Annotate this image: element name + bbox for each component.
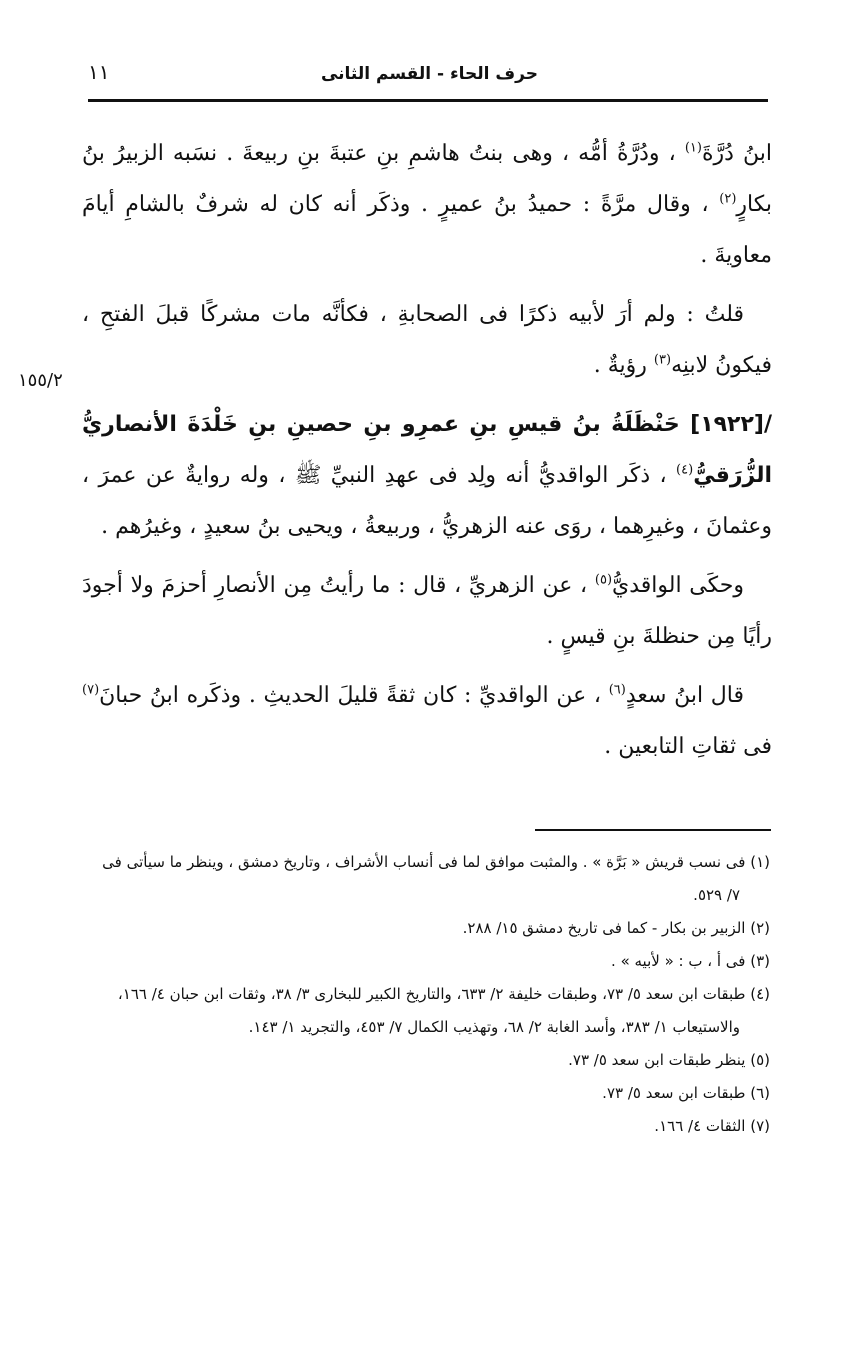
- paragraph-text: قلتُ : ولم أرَ لأبيه ذكرًا فى الصحابةِ ، فكأنَّه مات مشركًا قبلَ الفتحِ ، فيكونُ لابنِه: [82, 302, 772, 378]
- paragraph-text: ، ودُرَّةُ أمُّه ، وهى بنتُ هاشمِ بنِ عتبةَ بنِ ربيعةَ . نسَبه الزبيرُ بنُ بكارٍ: [82, 141, 773, 217]
- paragraph-4: [82, 560, 772, 662]
- footnote-4: (٤) طبقات ابن سعد ٥/ ٧٣، وطبقات خليفة ٢/ ٦٣٣، والتاريخ الكبير للبخارى ٣/ ٣٨، وثقات ابن حبان ٤/ ١٦٦، والاستيعاب ١/ ٣٨٣، وأسد الغابة ٢/ ٦٨، وتهذيب الكمال ٧/ ٤٥٣، والتجريد ١/ ١٤٣.: [117, 985, 770, 1036]
- footnote-separator: [535, 829, 771, 831]
- footnote-6: (٦) طبقات ابن سعد ٥/ ٧٣.: [602, 1084, 770, 1102]
- paragraph-5: [82, 670, 772, 772]
- paragraph-text: ، عن الزهريِّ ، قال : ما رأيتُ مِن الأنصارِ أحزمَ ولا أجودَ رأيًا مِن حنظلةَ بنِ قيسٍ .: [82, 573, 772, 649]
- footnote-marker: (٧): [82, 682, 100, 698]
- paragraph-1: [82, 128, 772, 281]
- footnote-7: (٧) الثقات ٤/ ١٦٦.: [654, 1117, 770, 1135]
- paragraph-text: ، وقال مرَّةً : حميدُ بنُ عميرٍ . وذكَر أنه كان له شرفٌ بالشامِ أيامَ معاويةَ .: [82, 192, 772, 268]
- footnote-2: (٢) الزبير بن بكار - كما فى تاريخ دمشق ١٥/ ٢٨٨.: [462, 919, 770, 937]
- entry-title: /[١٩٢٢] حَنْظَلَةُ بنُ قيسِ بنِ عمرِو بنِ حصينِ بنِ خَلْدَةَ الأنصاريُّ الزُّرَقيُّ: [82, 412, 773, 488]
- paragraph-text: ، ذكَر الواقديُّ أنه ولِد فى عهدِ النبيِّ ﷺ ، وله روايةٌ عن عمرَ ، وعثمانَ ، وغيرِهما ، روَى عنه الزهريُّ ، وربيعةُ ، ويحيى بنُ سعيدٍ ، وغيرُهم .: [82, 463, 772, 539]
- paragraph-text: رؤيةٌ .: [593, 353, 647, 378]
- paragraph-text: وحكَى الواقديُّ: [612, 573, 745, 598]
- footnote-marker: (٣): [653, 352, 672, 368]
- header-rule: [88, 99, 768, 102]
- page-number: ١١: [88, 60, 110, 84]
- paragraph-text: ابنُ دُرَّةَ: [701, 141, 772, 166]
- footnote-1: (١) فى نسب قريش « بَرَّة » . والمثبت موافق لما فى أنساب الأشراف ، وتاريخ دمشق ، وينظر ما سيأتى فى ٧/ ٥٢٩.: [102, 853, 770, 904]
- footnotes: [86, 846, 770, 1143]
- footnote-marker: (٥): [594, 572, 613, 588]
- footnote-marker: (١): [684, 140, 702, 156]
- margin-reference: ١٥٥/٢: [18, 370, 63, 391]
- paragraph-3-entry: [82, 399, 772, 552]
- main-text: [82, 128, 772, 780]
- footnote-marker: (٦): [608, 682, 626, 698]
- paragraph-text: ، عن الواقديِّ : كان ثقةً قليلَ الحديثِ . وذكَره ابنُ حبانَ: [99, 683, 602, 708]
- footnote-5: (٥) ينظر طبقات ابن سعد ٥/ ٧٣.: [568, 1051, 770, 1069]
- running-header: [88, 56, 768, 96]
- paragraph-text: فى ثقاتِ التابعين .: [604, 734, 772, 759]
- header-title: حرف الحاء - القسم الثانى: [320, 64, 538, 84]
- paragraph-2: [82, 289, 772, 391]
- footnote-3: (٣) فى أ ، ب : « لأبيه » .: [611, 952, 770, 970]
- footnote-marker: (٤): [676, 462, 694, 478]
- footnote-marker: (٢): [719, 191, 737, 207]
- paragraph-text: قال ابنُ سعدٍ: [625, 683, 744, 708]
